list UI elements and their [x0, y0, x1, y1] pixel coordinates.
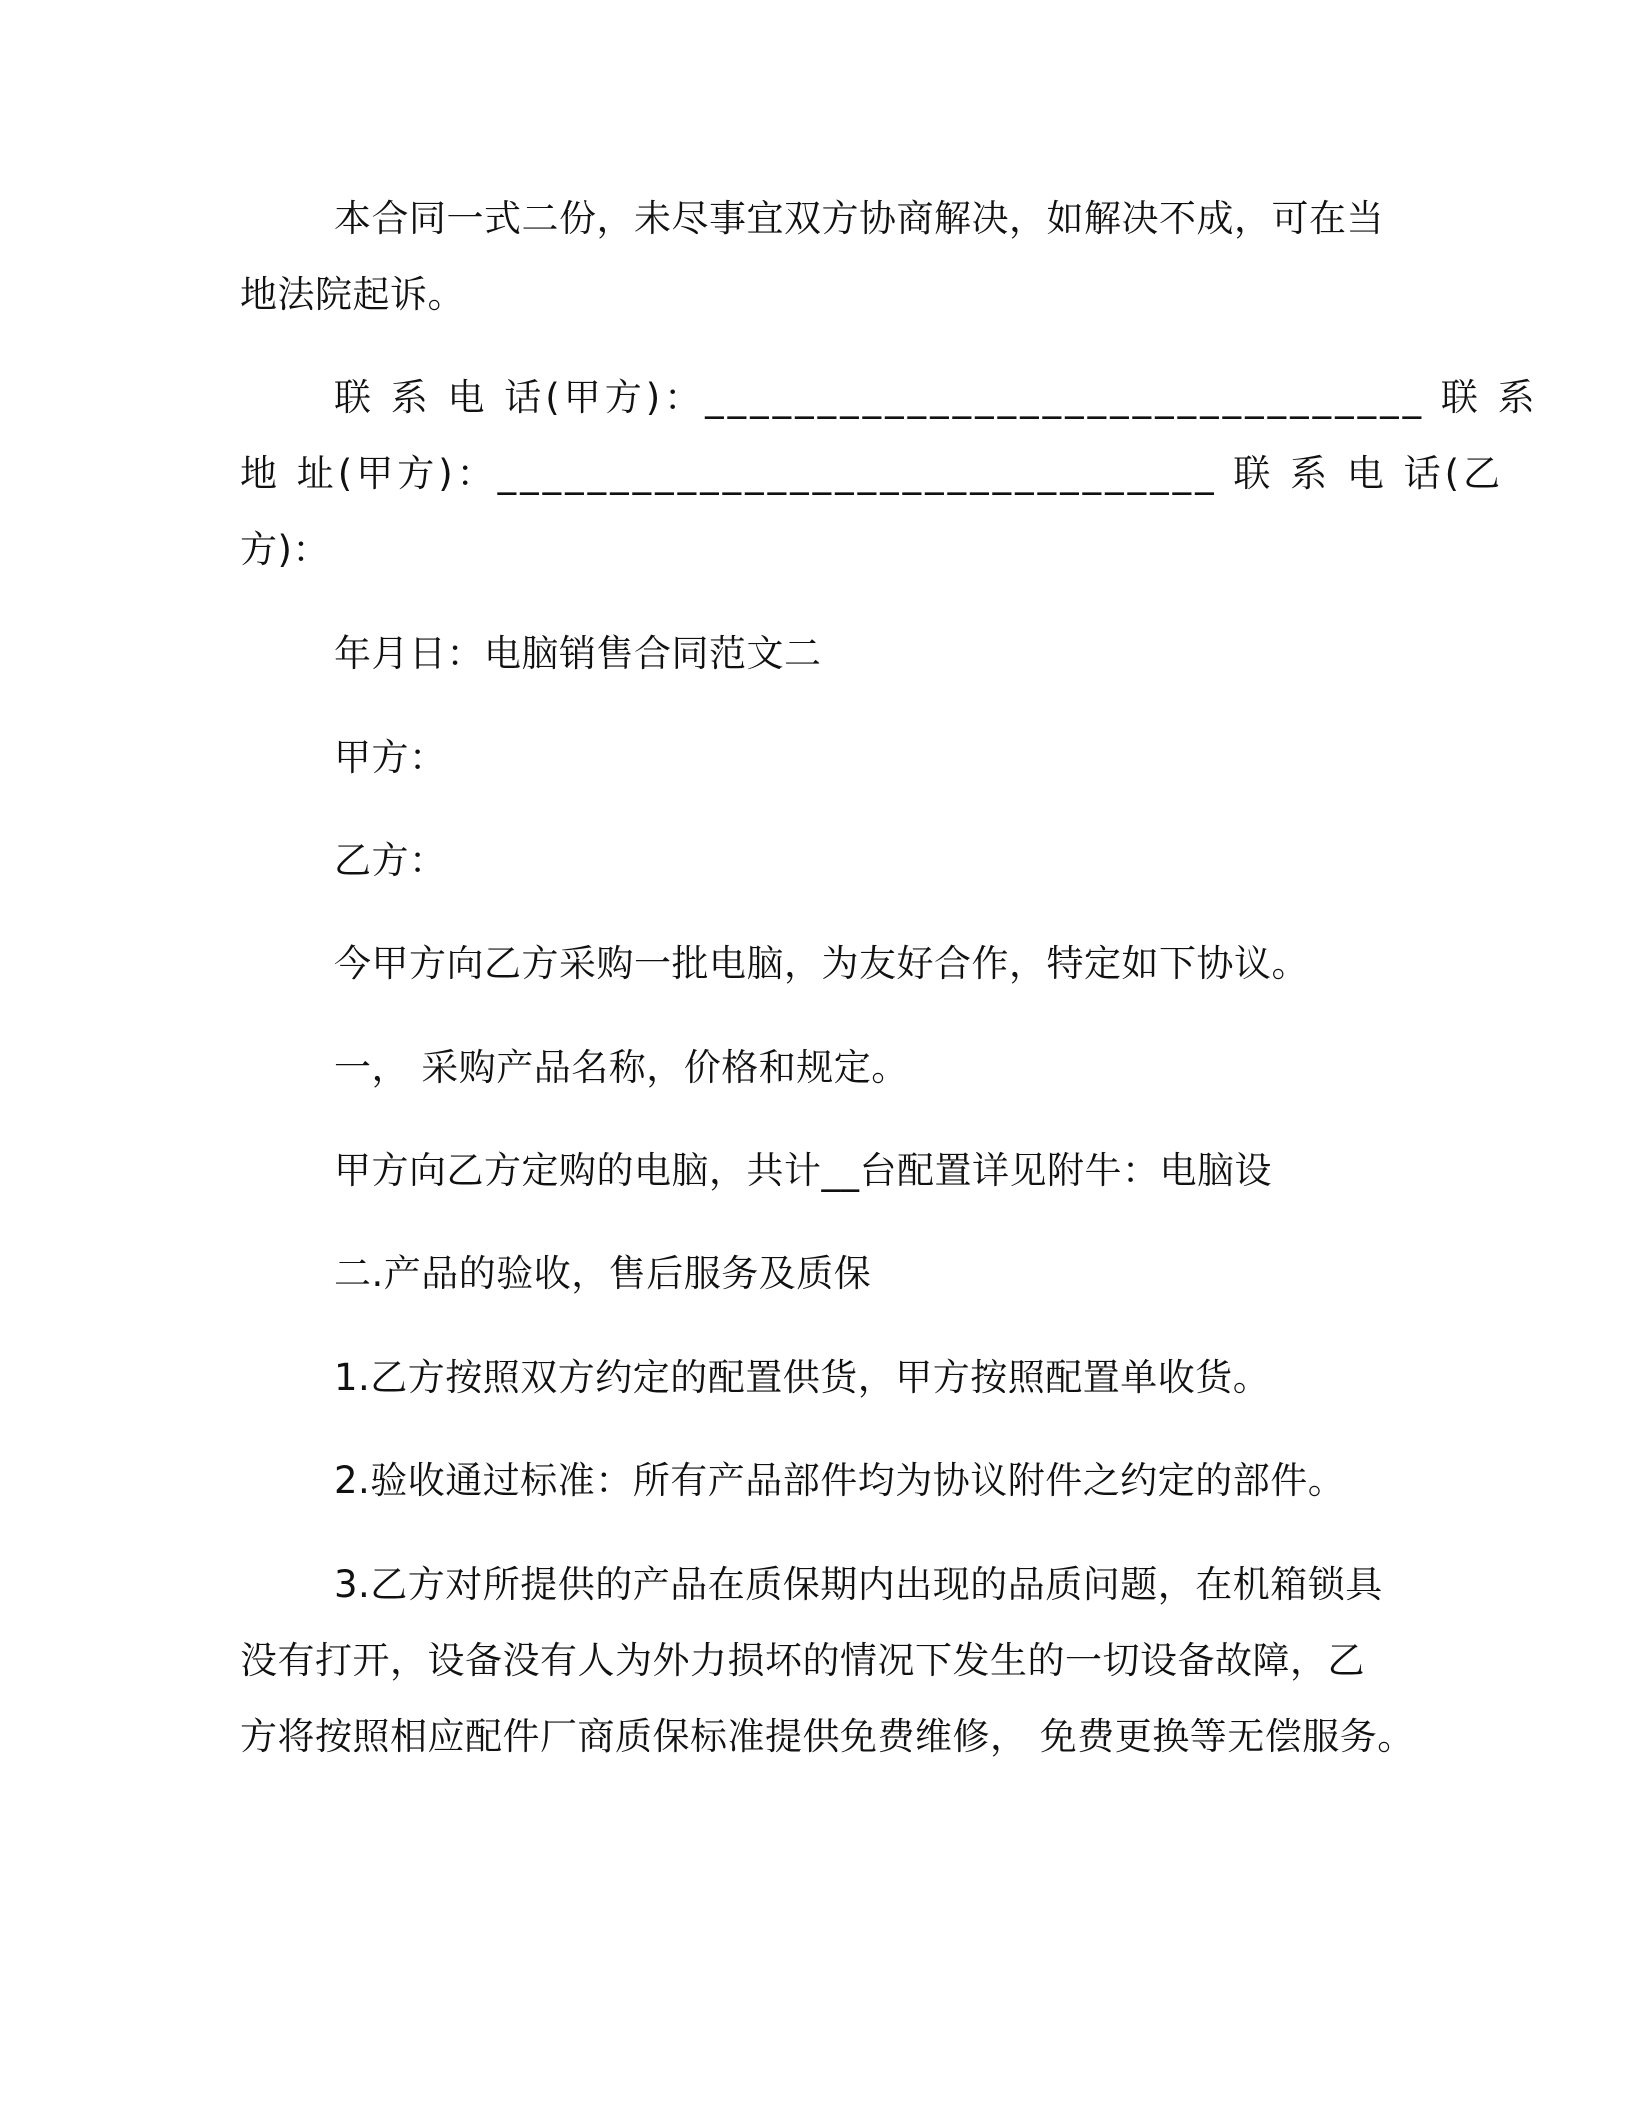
party-a-label: 甲方： [334, 736, 447, 779]
clause-heading: 一， 采购产品名称，价格和规定。 [334, 1046, 909, 1089]
contact-line: 方)： [240, 528, 330, 571]
clause-item: 2.验收通过标准：所有产品部件均为协议附件之约定的部件。 [334, 1459, 1346, 1502]
clause-item: 3.乙方对所提供的产品在质保期内出现的品质问题，在机箱锁具 [334, 1563, 1383, 1606]
clause-item-continuation: 方将按照相应配件厂商质保标准提供免费维修， 免费更换等无偿服务。 [240, 1715, 1415, 1758]
paragraph-line: 甲方向乙方定购的电脑，共计__台配置详见附牛：电脑设 [334, 1149, 1272, 1192]
paragraph-line: 本合同一式二份，未尽事宜双方协商解决，如解决不成，可在当 [334, 197, 1384, 240]
clause-heading: 二.产品的验收，售后服务及质保 [334, 1252, 872, 1295]
clause-item: 1.乙方按照双方约定的配置供货，甲方按照配置单收货。 [334, 1356, 1271, 1399]
section-title: 年月日：电脑销售合同范文二 [334, 632, 822, 675]
paragraph-line: 地法院起诉。 [240, 273, 465, 316]
contact-line: 地 址(甲方)：________________________________ 联 系 电 话(乙 [240, 452, 1505, 495]
party-b-label: 乙方： [334, 839, 447, 882]
clause-item-continuation: 没有打开，设备没有人为外力损坏的情况下发生的一切设备故障，乙 [240, 1639, 1365, 1682]
paragraph-line: 今甲方向乙方采购一批电脑，为友好合作，特定如下协议。 [334, 942, 1309, 985]
contact-line: 联 系 电 话(甲方)：________________________________ 联 系 [334, 376, 1539, 419]
